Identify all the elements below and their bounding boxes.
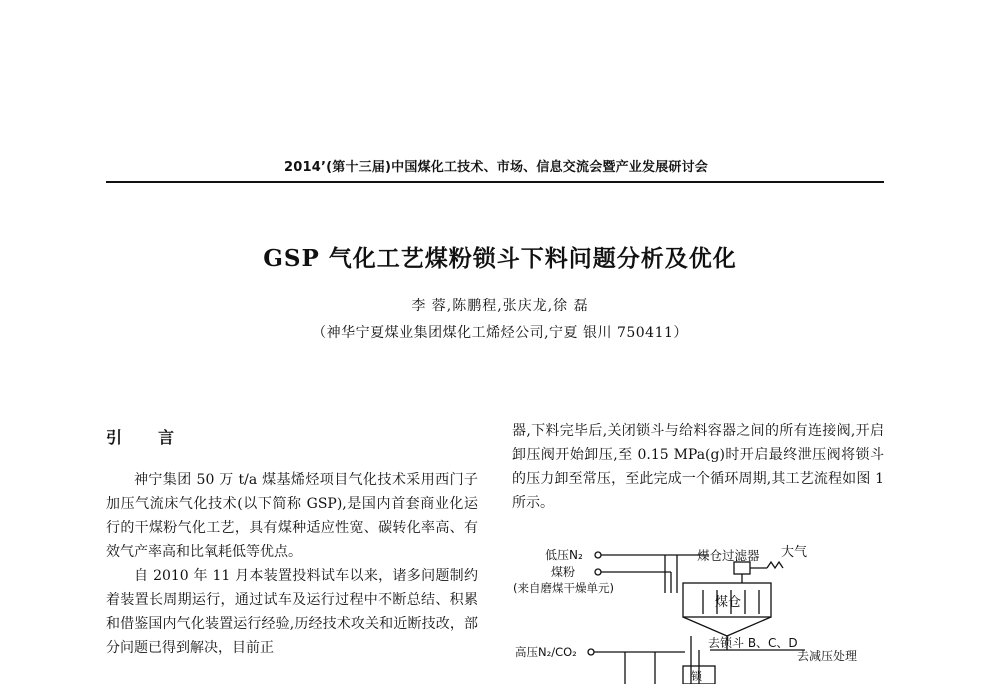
label-filter: 煤仓过滤器	[697, 548, 760, 563]
paragraph-2: 自 2010 年 11 月本装置投料试车以来，诸多问题制约着装置长周期运行，通过试车及运行过程中不断总结、积累和借鉴国内气化装置运行经验,历经技术攻关和近断技改，部分问题已得到解决，目前正	[106, 568, 478, 656]
flow-diagram	[505, 538, 895, 684]
label-coal: 煤粉	[551, 565, 576, 579]
inlet-coal-marker	[595, 569, 601, 575]
paper-title: GSP 气化工艺煤粉锁斗下料问题分析及优化	[263, 245, 737, 272]
section-heading-introduction	[106, 425, 174, 448]
label-silo: 煤仓	[715, 595, 742, 610]
right-paragraph: 器,下料完毕后,关闭锁斗与给料容器之间的所有连接阀,开启卸压阀开始卸压,至 0.15 MPa(g)时开启最终泄压阀将锁斗的压力卸至常压，至此完成一个循环周期,其工艺流程如图 1 所示。	[512, 423, 884, 511]
left-column	[106, 468, 478, 660]
label-low-n2: 低压N₂	[545, 548, 583, 562]
section-heading-part1: 引	[106, 428, 123, 447]
label-lock: 锁	[691, 670, 702, 683]
paper-affiliation: （神华宁夏煤业集团煤化工烯烃公司,宁夏 银川 750411）	[312, 325, 688, 341]
label-to-hoppers: 去锁斗 B、C、D	[708, 636, 798, 650]
paper-authors: 李 蓉,陈鹏程,张庆龙,徐 磊	[411, 298, 589, 314]
header-rule	[106, 181, 884, 183]
label-atmosphere: 大气	[781, 545, 808, 560]
vent-to-atmosphere	[767, 562, 783, 568]
inlet-high-n2-marker	[588, 649, 594, 655]
label-high-n2: 高压N₂/CO₂	[515, 645, 577, 659]
label-source: (来自磨煤干燥单元)	[513, 581, 614, 595]
process-flow-figure	[505, 538, 895, 684]
silo-cone	[683, 617, 771, 636]
silo-filter	[734, 562, 750, 574]
running-header: 2014’(第十三届)中国煤化工技术、市场、信息交流会暨产业发展研讨会	[283, 160, 708, 175]
section-heading-part2: 言	[158, 428, 175, 447]
label-depressurize: 去减压处理	[797, 649, 858, 663]
inlet-low-n2-marker	[595, 552, 601, 558]
paragraph-1: 神宁集团 50 万 t/a 煤基烯烃项目气化技术采用西门子加压气流床气化技术(以下简称 GSP),是国内首套商业化运行的干煤粉气化工艺，具有煤种适应性宽、碳转化率高、有效气产率高和比氧耗低等优点。	[106, 472, 478, 560]
right-column	[512, 419, 884, 515]
